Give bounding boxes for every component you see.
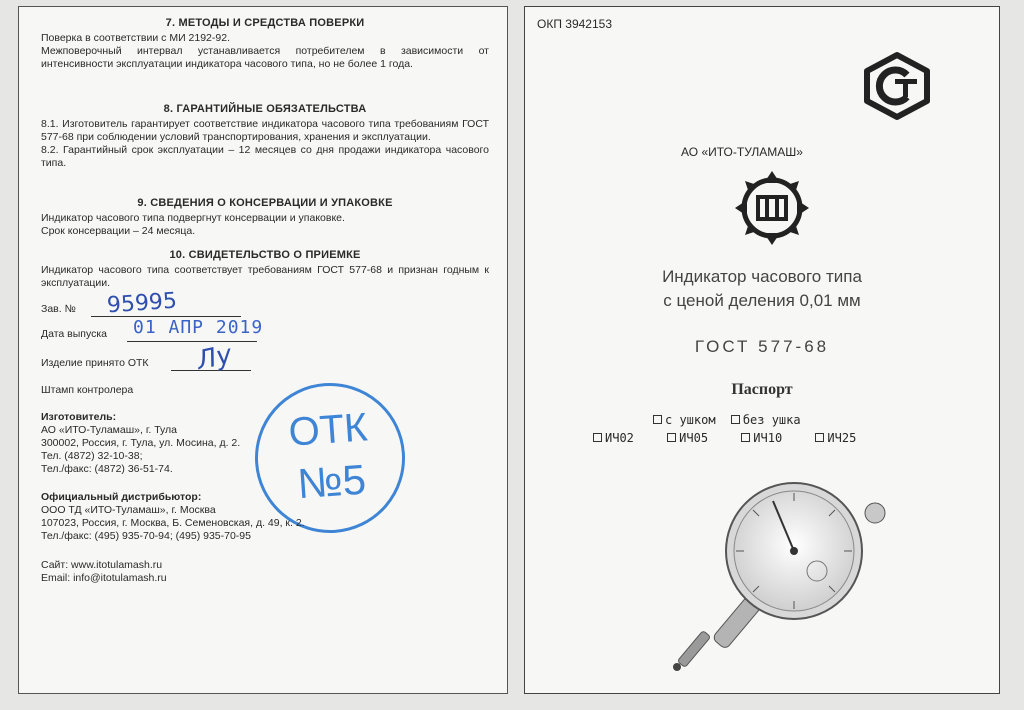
title-line-2: с ценой деления 0,01 мм: [663, 291, 861, 310]
section-8-heading: 8. ГАРАНТИЙНЫЕ ОБЯЗАТЕЛЬСТВА: [163, 103, 367, 115]
section-9-p1: Индикатор часового типа подвергнут консервации и упаковке.: [41, 212, 345, 224]
distributor-line3: Тел./факс: (495) 935-70-94; (495) 935-70-95: [41, 530, 251, 542]
distributor-line2: 107023, Россия, г. Москва, Б. Семеновская, д. 49, к. 2.: [41, 517, 305, 529]
gost-label: ГОСТ 577-68: [694, 337, 830, 356]
checkbox-icon: [593, 433, 602, 442]
release-date-stamp: 01 АПР 2019: [133, 317, 264, 338]
manufacturer-block: [41, 411, 501, 476]
left-page: [18, 6, 508, 694]
section-10-p1: Индикатор часового типа соответствует требованиям ГОСТ 577-68 и признан годным к эксплуатации.: [41, 264, 489, 289]
checkbox-icon: [815, 433, 824, 442]
section-9-p2: Срок консервации – 24 месяца.: [41, 225, 196, 237]
checkbox-icon: [653, 415, 662, 424]
manufacturer-line2: 300002, Россия, г. Тула, ул. Мосина, д. 2.: [41, 437, 241, 449]
section-7: [41, 17, 489, 71]
okp-code: ОКП 3942153: [537, 17, 612, 31]
manufacturer-line1: АО «ИТО-Туламаш», г. Тула: [41, 424, 178, 436]
serial-label: Зав. №: [41, 303, 76, 315]
company-name: АО «ИТО-ТУЛАМАШ»: [681, 145, 803, 159]
release-date-underline: [127, 341, 257, 342]
option-ich02: ИЧ02: [593, 431, 634, 445]
checkbox-icon: [741, 433, 750, 442]
release-date-label: Дата выпуска: [41, 328, 108, 340]
otk-signature: Лу: [194, 339, 235, 377]
options-row-2: [593, 431, 856, 445]
section-10-heading: 10. СВИДЕТЕЛЬСТВО О ПРИЕМКЕ: [169, 249, 361, 261]
section-8-p1: 8.1. Изготовитель гарантирует соответствие индикатора часового типа требованиям ГОСТ 577-68 при соблюдении условий транспортирования, хранения и эксплуатации.: [41, 118, 489, 143]
checkbox-icon: [731, 415, 740, 424]
passport-title: Паспорт: [731, 381, 793, 398]
otk-accepted-label: Изделие принято ОТК: [41, 357, 149, 369]
right-page: [524, 6, 1000, 694]
section-7-heading: 7. МЕТОДЫ И СРЕДСТВА ПОВЕРКИ: [165, 17, 365, 29]
title-line-1: Индикатор часового типа: [662, 267, 862, 286]
stamp-text-otk: ОТК: [287, 405, 369, 455]
company-logo-icon: [733, 169, 811, 247]
manufacturer-line3: Тел. (4872) 32-10-38;: [41, 450, 143, 462]
section-9-heading: 9. СВЕДЕНИЯ О КОНСЕРВАЦИИ И УПАКОВКЕ: [137, 197, 393, 209]
section-7-p2: Межповерочный интервал устанавливается потребителем в зависимости от интенсивности эксплуатации индикатора часового типа, но не более 1 года.: [41, 45, 489, 70]
distributor-line1: ООО ТД «ИТО-Туламаш», г. Москва: [41, 504, 216, 516]
option-with-eye: с ушком: [653, 413, 716, 427]
option-ich05: ИЧ05: [667, 431, 708, 445]
option-ich10: ИЧ10: [741, 431, 782, 445]
stamp-text-number: №5: [295, 455, 368, 508]
dial-indicator-image: [669, 479, 899, 679]
options-row-1: [653, 413, 801, 427]
section-8-p2: 8.2. Гарантийный срок эксплуатации – 12 месяцев со дня продажи индикатора часового типа.: [41, 144, 489, 169]
section-9: [41, 197, 489, 238]
checkbox-icon: [667, 433, 676, 442]
section-8: [41, 103, 489, 170]
website-text: Сайт: www.itotulamash.ru: [41, 559, 163, 571]
certification-mark-icon: [861, 51, 933, 121]
distributor-block: [41, 491, 501, 543]
option-without-eye: без ушка: [731, 413, 801, 427]
distributor-heading: Официальный дистрибьютор:: [41, 491, 202, 503]
option-ich25: ИЧ25: [815, 431, 856, 445]
controller-stamp-label: Штамп контролера: [41, 384, 134, 396]
serial-number-handwritten: 95995: [106, 288, 178, 319]
email-text: Email: info@itotulamash.ru: [41, 572, 167, 584]
contacts-block: [41, 559, 501, 585]
manufacturer-line4: Тел./факс: (4872) 36-51-74.: [41, 463, 173, 475]
section-10: [41, 249, 489, 290]
section-7-p1: Поверка в соответствии с МИ 2192-92.: [41, 32, 230, 44]
manufacturer-heading: Изготовитель:: [41, 411, 117, 423]
